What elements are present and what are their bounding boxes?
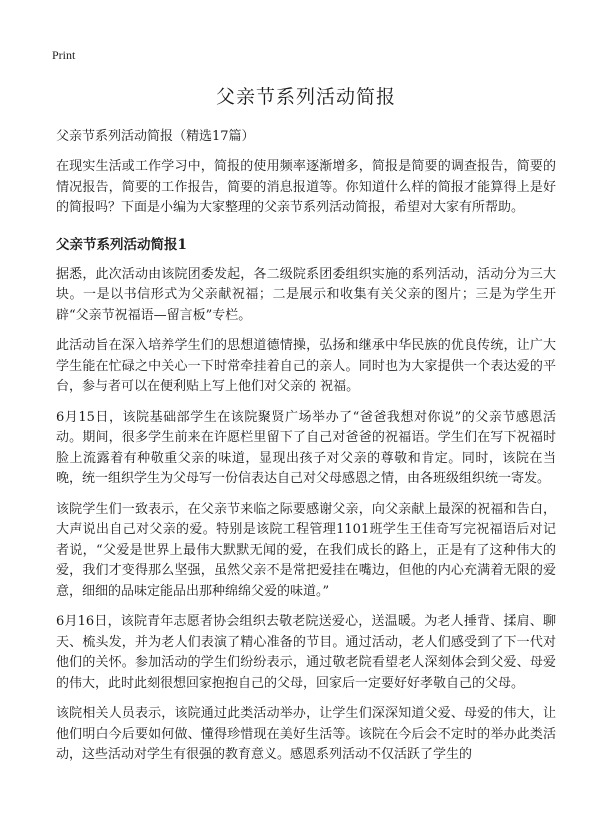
body-paragraph-5: 6月16日，该院青年志愿者协会组织去敬老院送爱心，送温暖。为老人捶背、揉肩、聊天、梳头发，并为老人们表演了精心准备的节目。通过活动，老人们感受到了下一代对他们的关怀。参加活动的学生们纷纷表示，通过敬老院看望老人深刻体会到父爱、母爱的伟大，此时此刻很想回家抱抱自己的父母，回家后一定要好好孝敬自己的父母。 <box>56 614 556 691</box>
page-title: 父亲节系列活动简报 <box>215 86 396 108</box>
document-subtitle: 父亲节系列活动简报（精选17篇） <box>56 129 255 144</box>
print-link[interactable]: Print <box>52 48 76 62</box>
body-paragraph-2: 此活动旨在深入培养学生们的思想道德情操，弘扬和继承中华民族的优良传统，让广大学生能在忙碌之中关心一下时常牵挂着自己的亲人。同时也为大家提供一个表达爱的平台，参与者可以在便利贴上写上他们对父亲的 祝福。 <box>56 338 556 394</box>
body-paragraph-6: 该院相关人员表示，该院通过此类活动举办，让学生们深深知道父爱、母爱的伟大，让他们明白今后要如何做、懂得珍惜现在美好生活等。该院在今后会不定时的举办此类活动，这些活动对学生有很强的教育意义。感恩系列活动不仅活跃了学生的 <box>56 706 556 762</box>
section-heading: 父亲节系列活动简报1 <box>56 236 187 253</box>
body-paragraph-1: 据悉，此次活动由该院团委发起，各二级院系团委组织实施的系列活动，活动分为三大块。一是以书信形式为父亲献祝福；二是展示和收集有关父亲的图片；三是为学生开辟“父亲节祝福语—留言板”专栏。 <box>56 266 556 323</box>
body-paragraph-3: 6月15日，该院基础部学生在该院聚贤广场举办了“爸爸我想对你说”的父亲节感恩活动。期间，很多学生前来在许愿栏里留下了自己对爸爸的祝福语。学生们在写下祝福时脸上流露着有种敬重父亲的味道，显现出孩子对父亲的尊敬和肯定。同时，该院在当晚，统一组织学生为父母写一份信表达自己对父母感恩之情，由各班级组织统一寄发。 <box>56 409 556 486</box>
intro-paragraph: 在现实生活或工作学习中，简报的使用频率逐渐增多，简报是简要的调查报告，简要的情况报告，简要的工作报告，简要的消息报道等。你知道什么样的简报才能算得上是好的简报吗？下面是小编为大家整理的父亲节系列活动简报，希望对大家有所帮助。 <box>56 159 556 215</box>
body-paragraph-4: 该院学生们一致表示，在父亲节来临之际要感谢父亲，向父亲献上最深的祝福和告白，大声说出自己对父亲的爱。特别是该院工程管理1101班学生王佳奇写完祝福语后对记者说，“父爱是世界上最伟大默默无闻的爱，在我们成长的路上，正是有了这种伟大的爱，我们才变得那么坚强，虽然父亲不是常把爱挂在嘴边，但他的内心充满着无限的爱意，细细的品味定能品出那种绵绵父爱的味道。” <box>56 501 556 599</box>
